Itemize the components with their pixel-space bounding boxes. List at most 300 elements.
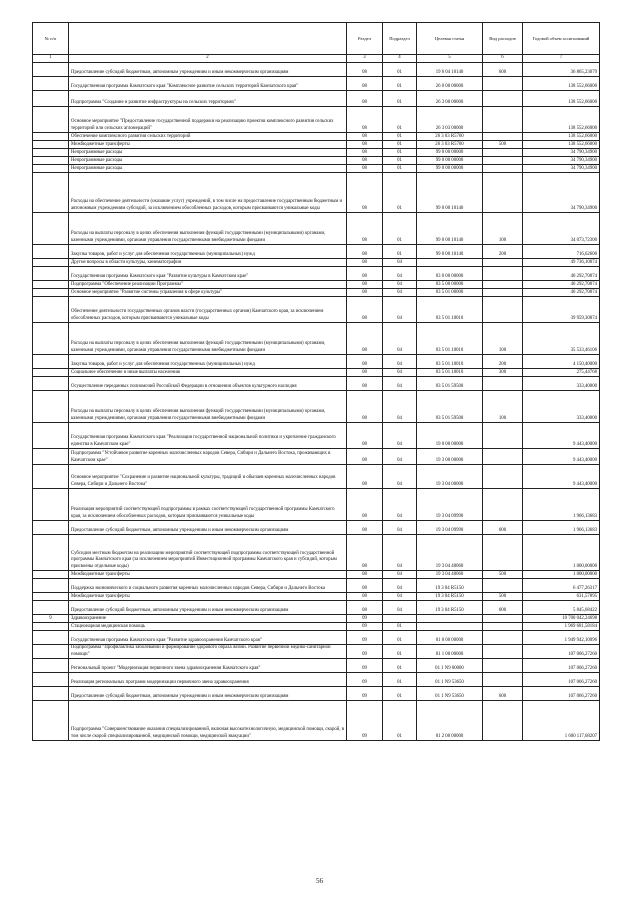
row-number [33,701,69,741]
row-target: 19 3 04 09990 [417,489,483,521]
header-section: Раздел [347,23,383,55]
row-amount: 138 552,66000 [523,133,600,141]
row-subsection: 04 [383,449,417,465]
row-number [33,133,69,141]
row-number [33,259,69,267]
row-subsection: 04 [383,535,417,571]
row-subsection: 01 [383,645,417,659]
row-name: Расходы на обеспечение деятельности (оказание услуг) учреждений, в том числе на предоставление государственным бюджетным и автономным учреждениям субсидий, за исключением обособленных расходов, которым присваиваются уникальные коды [69,173,347,213]
row-type [483,659,523,673]
row-target [417,623,483,631]
row-subsection: 01 [383,659,417,673]
row-type: 600 [483,601,523,615]
row-section: 08 [347,489,383,521]
row-target: 03 5 01 10010 [417,355,483,369]
row-name: Обеспечение комплексного развития сельских территорий [69,133,347,141]
row-target: 99 0 00 10140 [417,213,483,245]
row-target: 99 0 00 10140 [417,245,483,259]
row-section: 08 [347,601,383,615]
table-row [33,289,600,297]
row-target: 19 3 00 00000 [417,449,483,465]
row-target: 26 3 03 R5760 [417,141,483,149]
table-row [33,449,600,465]
row-amount: 1 966,13683 [523,521,600,535]
row-section: 08 [347,535,383,571]
row-number [33,141,69,149]
row-subsection: 04 [383,579,417,593]
row-name: Непрограммные расходы [69,165,347,173]
row-type [483,259,523,267]
row-type [483,615,523,623]
row-section: 08 [347,267,383,281]
row-type [483,701,523,741]
row-type: 100 [483,391,523,423]
row-amount: 138 552,66000 [523,107,600,133]
row-target: 01 2 00 00000 [417,701,483,741]
row-number [33,173,69,213]
row-number [33,77,69,91]
row-section: 08 [347,369,383,377]
row-name: Подпрограмма "Профилактика заболеваний и формирование здорового образа жизни. Развитие первичной медико-санитарной помощи" [69,645,347,659]
table-row [33,77,600,91]
row-target: 26 3 03 00000 [417,107,483,133]
row-name: Предоставление субсидий бюджетным, автономным учреждениям и иным некоммерческим организациям [69,63,347,77]
row-subsection: 04 [383,465,417,489]
row-target: 03 5 01 59500 [417,377,483,391]
row-section: 09 [347,659,383,673]
table-row [33,377,600,391]
row-name: Предоставление субсидий бюджетным, автономным учреждениям и иным некоммерческим организациям [69,687,347,701]
row-name: Предоставление субсидий бюджетным, автономным учреждениям и иным некоммерческим организациям [69,521,347,535]
row-number [33,149,69,157]
table-row [33,687,600,701]
row-number [33,267,69,281]
row-target: 03 5 01 10010 [417,369,483,377]
row-number [33,673,69,687]
header-target: Целевая статья [417,23,483,55]
row-name: Подпрограмма "Совершенствование оказания специализированной, включая высокотехнологичную, медицинской помощи, скорой, в том числе скорой специализированной, медицинской помощи, медицинской эвакуации" [69,701,347,741]
row-amount: 631,57895 [523,593,600,601]
row-subsection: 04 [383,323,417,355]
row-amount: 5 845,68422 [523,601,600,615]
row-section: 09 [347,623,383,631]
row-number [33,465,69,489]
row-amount: 9 443,40000 [523,465,600,489]
row-target: 19 6 04 10140 [417,63,483,77]
row-section: 08 [347,449,383,465]
row-number [33,281,69,289]
table-row [33,423,600,449]
row-amount: 107 066,27260 [523,659,600,673]
row-name: Реализация мероприятий соответствующей подпрограммы в рамках соответствующей государственной программы Камчатского края, за исключением обособленных расходов, которым присваиваются уникальные коды [69,489,347,521]
row-section: 08 [347,173,383,213]
table-row [33,631,600,645]
row-type [483,623,523,631]
row-target: 26 3 00 00000 [417,91,483,107]
row-target: 26 3 03 R5760 [417,133,483,141]
table-header-row [33,23,600,55]
row-subsection: 04 [383,267,417,281]
table-row [33,245,600,259]
row-name: Основное мероприятие "Развитие системы управления в сфере культуры" [69,289,347,297]
table-row [33,673,600,687]
row-number [33,687,69,701]
row-subsection: 04 [383,489,417,521]
row-section: 08 [347,259,383,267]
row-target [417,615,483,623]
table-row [33,259,600,267]
row-amount: 1 000,00000 [523,571,600,579]
table-row [33,489,600,521]
row-type: 600 [483,687,523,701]
row-section: 08 [347,579,383,593]
row-amount: 138 552,66000 [523,141,600,149]
row-target: 19 3 04 09990 [417,521,483,535]
row-amount: 6 477,26317 [523,579,600,593]
table-row [33,535,600,571]
row-name: Здравоохранение [69,615,347,623]
row-subsection: 01 [383,77,417,91]
header-amount: Годовой объем ассигнований [523,23,600,55]
row-section: 08 [347,571,383,579]
table-row [33,465,600,489]
row-amount: 34 790,34900 [523,149,600,157]
row-subsection: 01 [383,63,417,77]
row-target: 03 5 00 00000 [417,281,483,289]
row-target: 01 1 00 00000 [417,645,483,659]
table-row [33,521,600,535]
row-type [483,267,523,281]
header-subsection: Подраздел [383,23,417,55]
row-target: 99 0 00 00000 [417,149,483,157]
row-target: 01 1 N9 00000 [417,659,483,673]
header-name [69,23,347,55]
row-amount: 40 292,70874 [523,281,600,289]
row-amount: 36 865,23079 [523,63,600,77]
row-subsection: 01 [383,631,417,645]
row-subsection: 01 [383,107,417,133]
row-subsection: 01 [383,157,417,165]
row-number [33,593,69,601]
row-amount: 138 552,66000 [523,91,600,107]
row-number [33,571,69,579]
row-name: Межбюджетные трансферты [69,141,347,149]
table-row [33,267,600,281]
row-name: Непрограммные расходы [69,157,347,165]
row-amount: 1 600 117,68207 [523,701,600,741]
row-type: 200 [483,245,523,259]
row-amount: 716,62600 [523,245,600,259]
row-number [33,601,69,615]
row-type [483,297,523,323]
row-subsection: 04 [383,423,417,449]
row-amount: 34 790,34900 [523,157,600,165]
row-subsection: 04 [383,377,417,391]
row-subsection [383,615,417,623]
row-number [33,391,69,423]
row-type [483,77,523,91]
row-type [483,449,523,465]
row-type [483,489,523,521]
row-amount: 1 966,13683 [523,489,600,521]
row-target: 19 3 04 00000 [417,465,483,489]
row-target: 03 0 00 00000 [417,267,483,281]
row-amount: 9 443,40000 [523,449,600,465]
row-target: 03 5 01 00000 [417,289,483,297]
column-number: 2 [69,55,347,63]
row-amount: 107 066,27260 [523,673,600,687]
row-section: 08 [347,149,383,157]
row-type: 200 [483,355,523,369]
row-type [483,377,523,391]
row-name: Поддержка экономического и социального развития коренных малочисленных народов Севера, Сибири и Дальнего Востока [69,579,347,593]
row-target: 19 3 04 40060 [417,571,483,579]
row-name: Государственная программа Камчатского края "Реализация государственной национальной политики и укрепление гражданского единства в Камчатском крае" [69,423,347,449]
row-target: 01 0 00 00000 [417,631,483,645]
table-row [33,701,600,741]
row-target: 99 0 00 00000 [417,157,483,165]
row-subsection: 01 [383,701,417,741]
row-section: 08 [347,157,383,165]
table-row [33,133,600,141]
table-row [33,157,600,165]
row-subsection: 04 [383,369,417,377]
row-subsection: 04 [383,259,417,267]
row-number: 9 [33,615,69,623]
row-section: 08 [347,465,383,489]
row-subsection: 01 [383,687,417,701]
row-amount: 275,44768 [523,369,600,377]
row-number [33,369,69,377]
row-number [33,297,69,323]
row-subsection: 01 [383,673,417,687]
row-number [33,355,69,369]
row-name: Подпрограмма "Создание и развитие инфраструктуры на сельских территориях" [69,91,347,107]
row-amount: 34 790,34900 [523,165,600,173]
row-amount: 107 066,27260 [523,645,600,659]
row-number [33,157,69,165]
row-type [483,107,523,133]
row-section: 08 [347,281,383,289]
row-name: Обеспечение деятельности государственных органов власти (государственных органов) Камчатского края, за исключением обособленных расходов, которым присваиваются уникальные коды [69,297,347,323]
row-section: 08 [347,165,383,173]
row-amount: 4 150,40000 [523,355,600,369]
row-name: Межбюджетные трансферты [69,593,347,601]
row-subsection: 04 [383,355,417,369]
budget-table [32,22,600,741]
row-name: Государственная программа Камчатского края "Развитие здравоохранения Камчатского края" [69,631,347,645]
row-subsection: 04 [383,289,417,297]
row-target: 03 5 01 10010 [417,323,483,355]
column-number: 3 [347,55,383,63]
row-number [33,645,69,659]
row-section: 09 [347,631,383,645]
row-target: 01 1 N9 53650 [417,687,483,701]
row-number [33,449,69,465]
row-number [33,213,69,245]
row-subsection: 04 [383,521,417,535]
row-type [483,465,523,489]
table-row [33,369,600,377]
row-target: 19 3 04 40060 [417,535,483,571]
row-subsection: 01 [383,141,417,149]
row-amount: 49 736,10874 [523,259,600,267]
row-name: Подпрограмма "Устойчивое развитие коренных малочисленных народов Севера, Сибири и Дальнего Востока, проживающих в Камчатском крае" [69,449,347,465]
table-row [33,281,600,289]
row-subsection: 01 [383,623,417,631]
row-section: 08 [347,213,383,245]
row-name: Другие вопросы в области культуры, кинематографии [69,259,347,267]
row-amount: 40 292,70874 [523,267,600,281]
row-amount: 138 552,66000 [523,77,600,91]
row-amount: 34 790,34900 [523,173,600,213]
row-type [483,645,523,659]
table-row [33,615,600,623]
row-name: Государственная программа Камчатского края "Комплексное развитие сельских территорий Камчатского края" [69,77,347,91]
row-type [483,149,523,157]
row-number [33,107,69,133]
row-number [33,245,69,259]
row-section: 08 [347,297,383,323]
row-target: 19 0 00 00000 [417,423,483,449]
row-name: Расходы на выплаты персоналу в целях обеспечения выполнения функций государственными (муниципальными) органами, казенными учреждениями, органами управления государственными внебюджетными фондами [69,323,347,355]
row-target [417,259,483,267]
row-type: 500 [483,141,523,149]
row-number [33,659,69,673]
row-name: Закупка товаров, работ и услуг для обеспечения государственных (муниципальных) нужд [69,245,347,259]
row-name: Социальное обеспечение и иные выплаты населению [69,369,347,377]
row-name: Подпрограмма "Обеспечение реализации Программы" [69,281,347,289]
row-number [33,377,69,391]
row-type [483,91,523,107]
row-subsection: 01 [383,173,417,213]
row-section: 08 [347,391,383,423]
row-number [33,521,69,535]
row-name: Субсидии местным бюджетам на реализацию мероприятий соответствующей подпрограммы соответствующей государственной программы Камчатского края (за исключением мероприятий Инвестиционной программы Камчатского края и субсидий, которым присвоены отдельные коды) [69,535,347,571]
table-row [33,579,600,593]
table-row [33,593,600,601]
row-type [483,631,523,645]
column-number: 6 [483,55,523,63]
row-name: Стационарная медицинская помощь [69,623,347,631]
row-amount: 35 533,46106 [523,323,600,355]
row-subsection: 01 [383,133,417,141]
row-subsection: 04 [383,391,417,423]
row-subsection: 01 [383,149,417,157]
table-row [33,141,600,149]
row-amount: 10 700 042,24698 [523,615,600,623]
table-row [33,323,600,355]
row-subsection: 04 [383,571,417,579]
row-target: 99 0 00 00000 [417,165,483,173]
table-row [33,571,600,579]
row-amount: 1 949 942,10096 [523,631,600,645]
row-amount: 1 969 681,58184 [523,623,600,631]
column-number-row [33,55,600,63]
row-type [483,157,523,165]
row-type [483,289,523,297]
row-type [483,173,523,213]
row-number [33,631,69,645]
column-number: 1 [33,55,69,63]
table-row [33,173,600,213]
row-type: 500 [483,593,523,601]
column-number: 4 [383,55,417,63]
row-type [483,165,523,173]
row-target: 03 5 01 59500 [417,391,483,423]
row-section: 08 [347,77,383,91]
row-target: 01 1 N9 53650 [417,673,483,687]
table-row [33,623,600,631]
row-subsection: 04 [383,281,417,289]
row-target: 99 0 00 10140 [417,173,483,213]
row-section: 08 [347,91,383,107]
row-amount: 333,40000 [523,377,600,391]
row-subsection: 01 [383,213,417,245]
row-subsection: 01 [383,245,417,259]
row-subsection: 01 [383,165,417,173]
row-section: 08 [347,423,383,449]
row-type: 600 [483,63,523,77]
row-section: 08 [347,107,383,133]
row-name: Осуществление переданных полномочий Российской Федерации в отношении объектов культурного наследия [69,377,347,391]
row-number [33,623,69,631]
row-name: Расходы на выплаты персоналу в целях обеспечения выполнения функций государственными (муниципальными) органами, казенными учреждениями, органами управления государственными внебюджетными фондами [69,213,347,245]
table-row [33,165,600,173]
row-number [33,63,69,77]
row-type [483,673,523,687]
row-amount: 9 443,40000 [523,423,600,449]
row-type: 300 [483,369,523,377]
row-section: 09 [347,615,383,623]
row-type [483,423,523,449]
row-target: 19 3 04 R5150 [417,593,483,601]
row-amount: 107 066,27260 [523,687,600,701]
row-section: 08 [347,355,383,369]
row-section: 09 [347,687,383,701]
row-number [33,289,69,297]
row-section: 08 [347,63,383,77]
row-name: Непрограммные расходы [69,149,347,157]
row-subsection: 04 [383,601,417,615]
table-row [33,659,600,673]
table-row [33,645,600,659]
row-name: Межбюджетные трансферты [69,571,347,579]
table-row [33,107,600,133]
column-number: 7 [523,55,600,63]
row-section: 09 [347,645,383,659]
row-amount: 40 292,70874 [523,289,600,297]
table-row [33,149,600,157]
row-type [483,535,523,571]
row-section: 08 [347,593,383,601]
row-number [33,323,69,355]
row-section: 09 [347,701,383,741]
row-type: 100 [483,323,523,355]
table-row [33,297,600,323]
row-target: 19 3 04 R5150 [417,601,483,615]
row-subsection: 04 [383,593,417,601]
row-target: 26 0 00 00000 [417,77,483,91]
row-section: 08 [347,289,383,297]
table-body [33,63,600,741]
row-name: Закупка товаров, работ и услуг для обеспечения государственных (муниципальных) нужд [69,355,347,369]
row-name: Основное мероприятие "Сохранение и развитие национальной культуры, традиций и обычаев коренных малочисленных народов Севера, Сибири и Дальнего Востока" [69,465,347,489]
row-type [483,281,523,289]
row-name: Реализация региональных программ модернизации первичного звена здравоохранения [69,673,347,687]
row-subsection: 04 [383,297,417,323]
header-type: Вид расходов [483,23,523,55]
